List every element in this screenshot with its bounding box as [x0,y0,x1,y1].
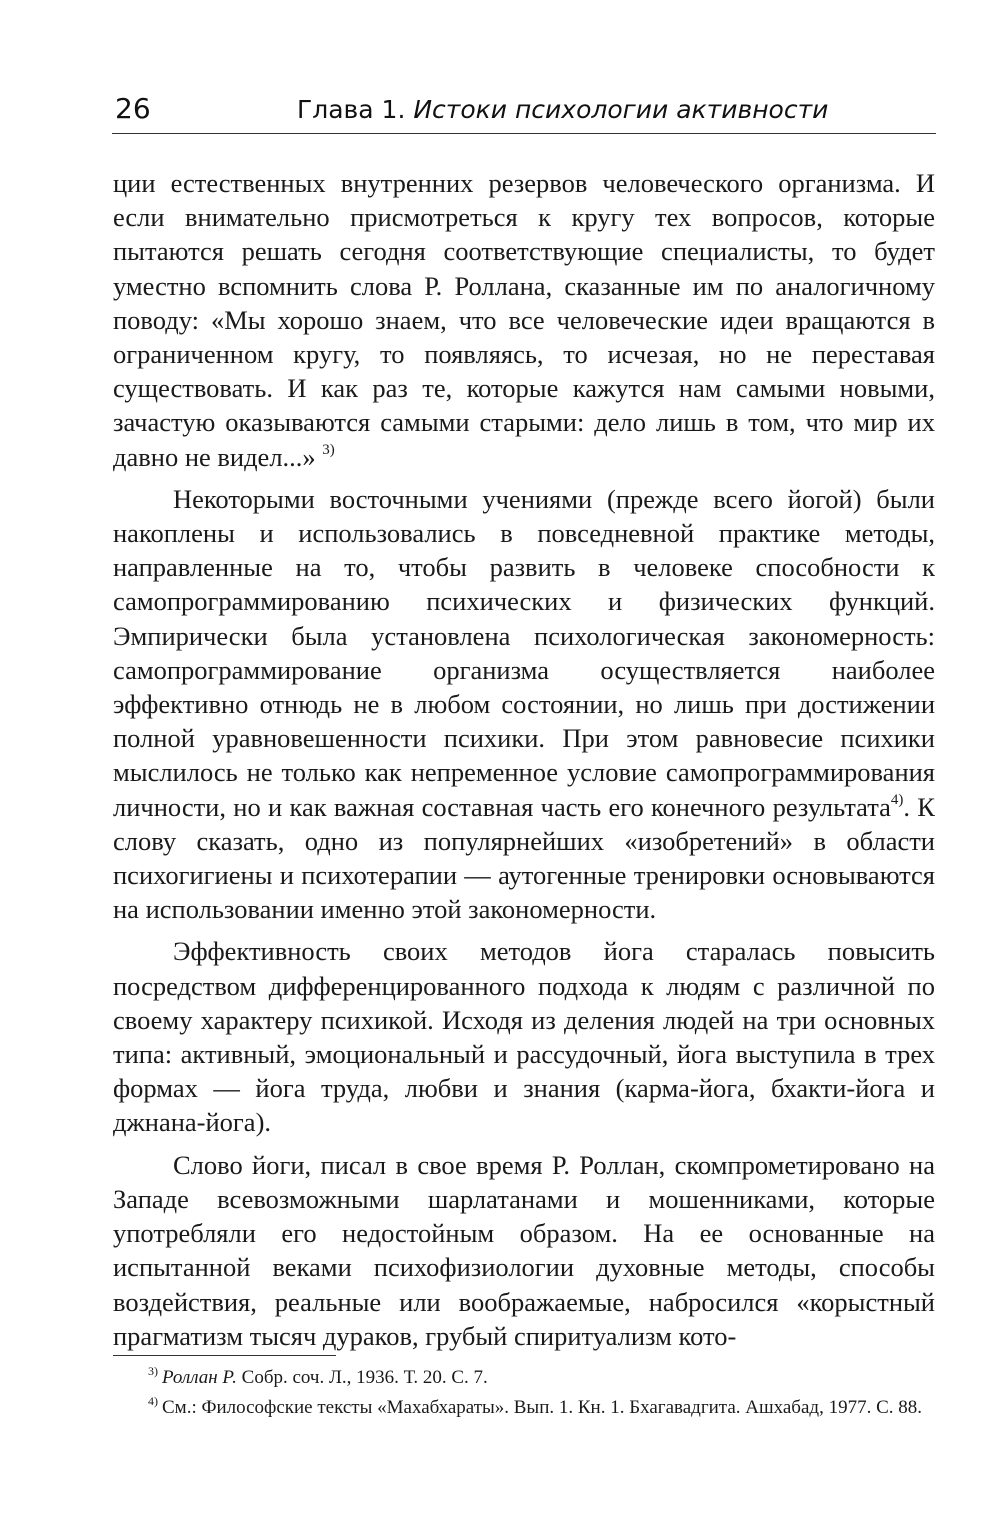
chapter-title: Истоки психологии активности [413,95,829,124]
paragraph-2 [113,482,935,927]
header-rule [112,133,936,134]
footnote-rule [113,1355,336,1356]
paragraph-2-text-after: . К слову сказать, одно из популярнейших «изобретений» в области психогигиены и психотерапии — аутогенные тренировки основываются на использовании именно этой закономерности. [113,791,935,925]
paragraph-2-text-before: Некоторыми восточными учениями (прежде всего йогой) были накоплены и использовались в повседневной практике методы, направленные на то, чтобы развить в человеке способности к самопрограммированию психических и физических функций. Эмпирически была установлена психологическая закономерность: самопрограммирование организма осуществляется наиболее эффективно отнюдь не в любом состоянии, но лишь при достижении полной уравновешенности психики. При этом равновесие психики мыслилось не только как непременное условие самопрограммирования личности, но и как важная составная часть его конечного результата [113,483,935,822]
footnote-3 [113,1364,935,1392]
footnote-4 [113,1394,935,1422]
paragraph-4: Слово йоги, писал в свое время Р. Роллан, скомпрометировано на Западе всевозможными шарлатанами и мошенниками, которые употребляли его недостойным образом. На ее основанные на испытанной веками психофизиологии духовные методы, способы воздействия, реальные или воображаемые, набросился «корыстный прагматизм тысяч дураков, грубый спиритуализм кото- [113,1149,935,1351]
paragraph-3: Эффективность своих методов йога старалась повысить посредством дифференцированного подхода к людям с различной по своему характеру психикой. Исходя из деления людей на три основных типа: активный, эмоциональный и рассудочный, йога выступила в трех формах — йога труда, любви и знания (карма-йога, бхакти-йога и джнана-йога). [113,936,935,1138]
footnote-marker-3: 3) [148,1364,158,1378]
footnote-author: Роллан Р. [162,1367,237,1388]
footnote-marker-4: 4) [148,1394,158,1408]
page-number: 26 [115,92,151,125]
footnote-text: Собр. соч. Л., 1936. Т. 20. С. 7. [236,1367,488,1388]
footnote-ref-3: 3) [322,441,335,458]
running-head [112,90,936,130]
paragraph-1-text: ции естественных внутренних резервов человеческого организма. И если внимательно присмотреться к кругу тех вопросов, которые пытаются решать сегодня соответствующие специалисты, то будет уместно вспомнить слова Р. Роллана, сказанные им по аналогичному поводу: «Мы хорошо знаем, что все человеческие идеи вращаются в ограниченном кругу, то появляясь, то исчезая, но не переставая существовать. И как раз те, которые кажутся нам самыми новыми, зачастую оказываются самыми старыми: дело лишь в том, что мир их давно не видел...» [113,168,935,472]
footnotes [113,1364,935,1422]
chapter-label: Глава 1. [297,95,406,124]
footnote-ref-4: 4) [890,791,904,808]
paragraph-1 [113,166,935,474]
footnote-text: См.: Философские тексты «Махабхараты». Вып. 1. Кн. 1. Бхагавадгита. Ашхабад, 1977. С. 88. [162,1397,922,1418]
chapter-heading [297,95,828,124]
main-text [113,166,935,1353]
